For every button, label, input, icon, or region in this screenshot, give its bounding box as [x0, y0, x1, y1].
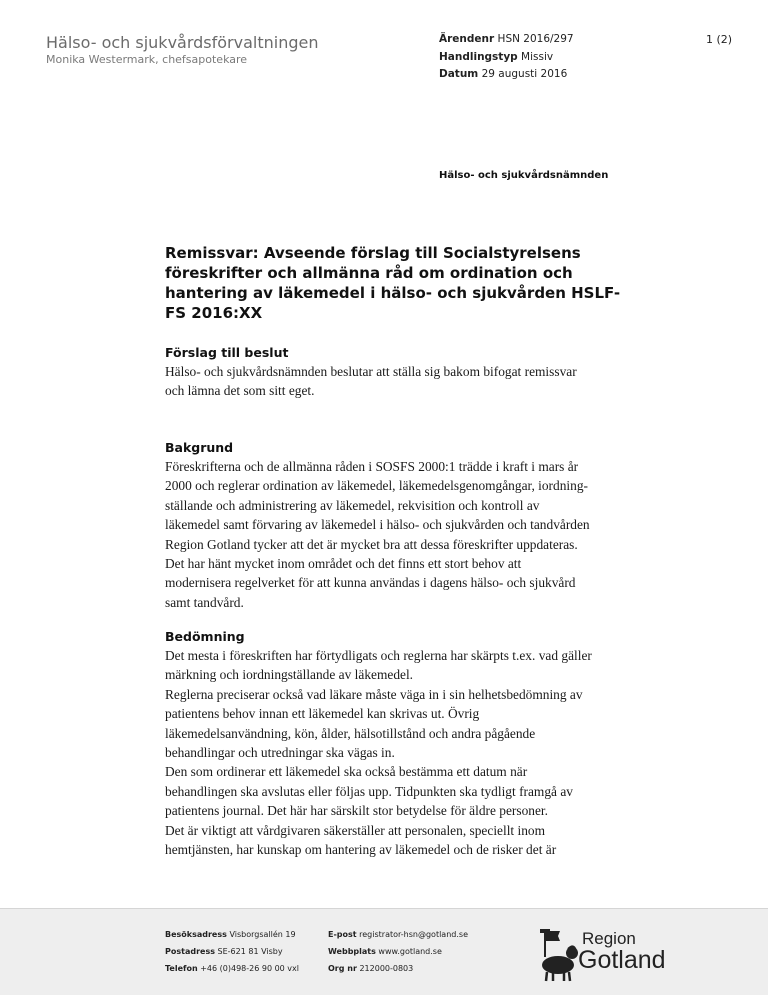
footer-telefon: [165, 964, 299, 973]
text-line: märkning och iordningställande av läkemedel.: [165, 667, 414, 683]
text-line: samt tandvård.: [165, 594, 244, 610]
text-line: Det mesta i föreskriften har förtydligats och reglerna har skärpts t.ex. vad gäller: [165, 648, 592, 663]
author: Monika Westermark, chefsapotekare: [46, 53, 248, 66]
footer-postadress: [165, 947, 283, 956]
orgnr-value: 212000-0803: [359, 964, 414, 973]
heading-forslag: Förslag till beslut: [165, 345, 289, 360]
epost-label: E-post: [328, 930, 357, 939]
org-name: Hälso- och sjukvårdsförvaltningen: [46, 33, 319, 52]
page-footer: [0, 908, 768, 995]
text-line: Det är viktigt att vårdgivaren säkerställer att personalen, speciellt inom: [165, 822, 546, 838]
epost-value: registrator-hsn@gotland.se: [359, 930, 468, 939]
text-line: patientens behov innan ett läkemedel kan skrivas ut. Övrig: [165, 706, 480, 722]
text-line: läkemedelsanvändning, kön, ålder, hälsotillstånd och andra pågående: [165, 725, 536, 741]
text-line: och lämna det som sitt eget.: [165, 383, 315, 399]
footer-epost: [328, 930, 468, 939]
text-line: ställande och administrering av läkemedel, rekvisition och kontroll av: [165, 497, 540, 513]
datum-value: 29 augusti 2016: [481, 68, 568, 80]
postadress-label: Postadress: [165, 947, 215, 956]
text-line: hemtjänsten, har kunskap om hantering av läkemedel och de risker det är: [165, 842, 557, 858]
arendenr-label: Ärendenr: [439, 33, 495, 45]
handlingstyp-label: Handlingstyp: [439, 51, 518, 63]
meta-arendenr: [439, 33, 574, 45]
footer-orgnr: [328, 964, 413, 973]
besoksadress-value: Visborgsallén 19: [229, 930, 296, 939]
postadress-value: SE-621 81 Visby: [217, 947, 283, 956]
logo-region-text: Region: [582, 929, 636, 948]
handlingstyp-value: Missiv: [521, 51, 554, 63]
text-line: patientens journal. Det här har särskilt stor betydelse för äldre personer.: [165, 803, 548, 819]
webbplats-label: Webbplats: [328, 947, 376, 956]
footer-besoksadress: [165, 930, 296, 939]
body-forslag: [165, 362, 650, 401]
text-line: 2000 och reglerar ordination av läkemedel, läkemedelsgenomgångar, iordning-: [165, 478, 588, 494]
logo-gotland-text: Gotland: [578, 946, 666, 974]
webbplats-value: www.gotland.se: [378, 947, 442, 956]
besoksadress-label: Besöksadress: [165, 930, 227, 939]
body-bedomning: [165, 646, 650, 859]
arendenr-value: HSN 2016/297: [497, 33, 574, 45]
datum-label: Datum: [439, 68, 479, 80]
text-line: läkemedel samt förvaring av läkemedel i hälso- och sjukvården och tandvården: [165, 517, 590, 533]
meta-datum: [439, 68, 567, 80]
text-line: Det har hänt mycket inom området och det finns ett stort behov att: [165, 556, 522, 572]
text-line: Hälso- och sjukvårdsnämnden beslutar att ställa sig bakom bifogat remissvar: [165, 364, 577, 379]
body-bakgrund: [165, 457, 650, 612]
page-number: 1 (2): [706, 33, 733, 46]
heading-bedomning: Bedömning: [165, 629, 245, 644]
telefon-label: Telefon: [165, 964, 198, 973]
text-line: Reglerna preciserar också vad läkare måste väga in i sin helhetsbedömning av: [165, 686, 583, 702]
text-line: Föreskrifterna och de allmänna råden i SOSFS 2000:1 trädde i kraft i mars år: [165, 459, 579, 474]
heading-bakgrund: Bakgrund: [165, 440, 234, 455]
telefon-value: +46 (0)498-26 90 00 vxl: [200, 964, 299, 973]
orgnr-label: Org nr: [328, 964, 357, 973]
text-line: modernisera regelverket för att kunna användas i dagens hälso- och sjukvård: [165, 575, 576, 591]
text-line: behandlingar och utredningar ska vägas in.: [165, 745, 395, 761]
document-title: Remissvar: Avseende förslag till Socialstyrelsens föreskrifter och allmänna råd om ordination och hantering av läkemedel i hälso- och sjukvården HSLF-FS 2016:XX: [165, 244, 621, 322]
text-line: Region Gotland tycker att det är mycket bra att dessa föreskrifter uppdateras.: [165, 536, 578, 552]
text-line: behandlingen ska avslutas eller följas upp. Tidpunkten ska tydligt framgå av: [165, 783, 573, 799]
region-gotland-logo: [536, 927, 666, 983]
ram-icon: [536, 927, 578, 983]
text-line: Den som ordinerar ett läkemedel ska också bestämma ett datum när: [165, 764, 528, 780]
footer-webbplats: [328, 947, 442, 956]
recipient: Hälso- och sjukvårdsnämnden: [439, 170, 609, 181]
meta-handlingstyp: [439, 51, 553, 63]
